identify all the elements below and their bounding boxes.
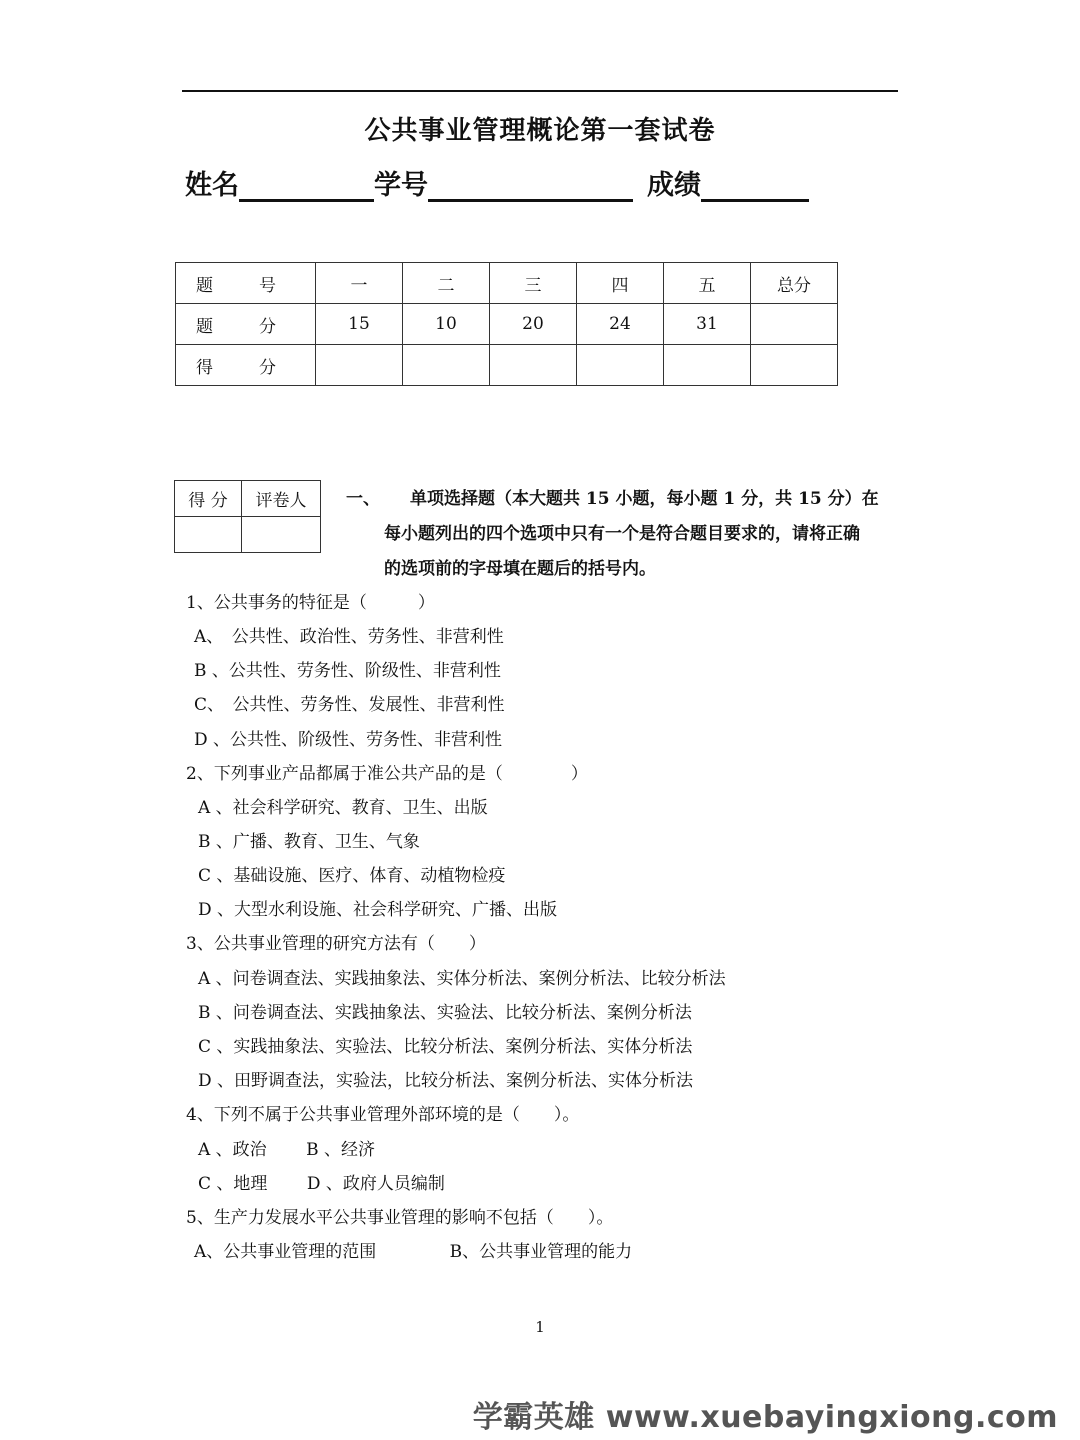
question-5-stem: 5、生产力发展水平公共事业管理的影响不包括（ ）。 [186,1208,614,1228]
score-label: 成绩 [647,170,701,201]
section-number: 一、 [346,489,380,509]
table-cell[interactable] [751,345,838,386]
table-cell[interactable] [490,345,577,386]
question-2-option-d: D 、大型水利设施、社会科学研究、广播、出版 [198,900,558,920]
instruction-line: 每小题列出的四个选项中只有一个是符合题目要求的，请将正确 [384,524,860,544]
table-row [176,304,838,345]
table-cell: 15 [316,304,403,345]
table-cell: 四 [577,263,664,304]
table-cell[interactable] [403,345,490,386]
name-label: 姓名 [185,170,239,201]
id-blank[interactable] [428,169,633,202]
instruction-line: 单项选择题（本大题共 15 小题，每小题 1 分，共 15 分）在 [410,489,879,509]
row-label: 题号 [196,275,276,296]
row-label: 得分 [196,357,276,378]
table-row [176,345,838,386]
score-table [175,262,838,386]
question-1-option-c: C、 公共性、劳务性、发展性、非营利性 [194,695,505,715]
table-row [175,481,321,517]
table-cell: 24 [577,304,664,345]
table-cell: 10 [403,304,490,345]
question-4-stem: 4、下列不属于公共事业管理外部环境的是（ ）。 [186,1105,580,1125]
question-3-option-a: A 、问卷调查法、实践抽象法、实体分析法、案例分析法、比较分析法 [198,969,726,989]
question-2-option-b: B 、广播、教育、卫生、气象 [198,832,420,852]
table-cell: 二 [403,263,490,304]
table-cell: 一 [316,263,403,304]
table-cell[interactable] [577,345,664,386]
question-1-option-b: B 、公共性、劳务性、阶级性、非营利性 [194,661,501,681]
table-cell: 五 [664,263,751,304]
id-label: 学号 [374,170,428,201]
question-2-option-c: C 、基础设施、医疗、体育、动植物检疫 [198,866,506,886]
table-cell: 20 [490,304,577,345]
page-title: 公共事业管理概论第一套试卷 [364,116,716,146]
question-3-stem: 3、公共事业管理的研究方法有（ ） [186,934,486,954]
grader-name-header: 评卷人 [242,481,321,517]
score-blank[interactable] [701,169,809,202]
grader-score-header: 得 分 [175,481,242,517]
table-cell[interactable] [664,345,751,386]
grader-score-cell[interactable] [175,517,242,553]
site-watermark: 学霸英雄 www.xuebayingxiong.com [472,1400,1058,1435]
question-5-options-ab: A、公共事业管理的范围 B、公共事业管理的能力 [194,1242,633,1262]
table-cell[interactable] [316,345,403,386]
question-3-option-b: B 、问卷调查法、实践抽象法、实验法、比较分析法、案例分析法 [198,1003,692,1023]
question-4-options-ab: A 、政治 B 、经济 [198,1140,375,1160]
student-info-line [185,163,809,202]
table-cell: 总分 [751,263,838,304]
table-cell: 三 [490,263,577,304]
grader-table [174,480,321,553]
question-1-option-a: A、 公共性、政治性、劳务性、非营利性 [194,627,504,647]
table-cell: 31 [664,304,751,345]
table-cell[interactable] [751,304,838,345]
grader-name-cell[interactable] [242,517,321,553]
name-blank[interactable] [239,169,374,202]
table-row [175,517,321,553]
page-number: 1 [535,1318,545,1336]
instruction-line: 的选项前的字母填在题后的括号内。 [384,559,656,579]
table-row [176,263,838,304]
question-2-stem: 2、下列事业产品都属于准公共产品的是（ ） [186,764,588,784]
question-4-options-cd: C 、地理 D 、政府人员编制 [198,1174,445,1194]
question-2-option-a: A 、社会科学研究、教育、卫生、出版 [198,798,488,818]
question-1-stem: 1、公共事务的特征是（ ） [186,593,435,613]
question-3-option-d: D 、田野调查法，实验法，比较分析法、案例分析法、实体分析法 [198,1071,694,1091]
question-1-option-d: D 、公共性、阶级性、劳务性、非营利性 [194,730,503,750]
header-rule [182,90,898,92]
row-label: 题分 [196,316,276,337]
question-3-option-c: C 、实践抽象法、实验法、比较分析法、案例分析法、实体分析法 [198,1037,693,1057]
